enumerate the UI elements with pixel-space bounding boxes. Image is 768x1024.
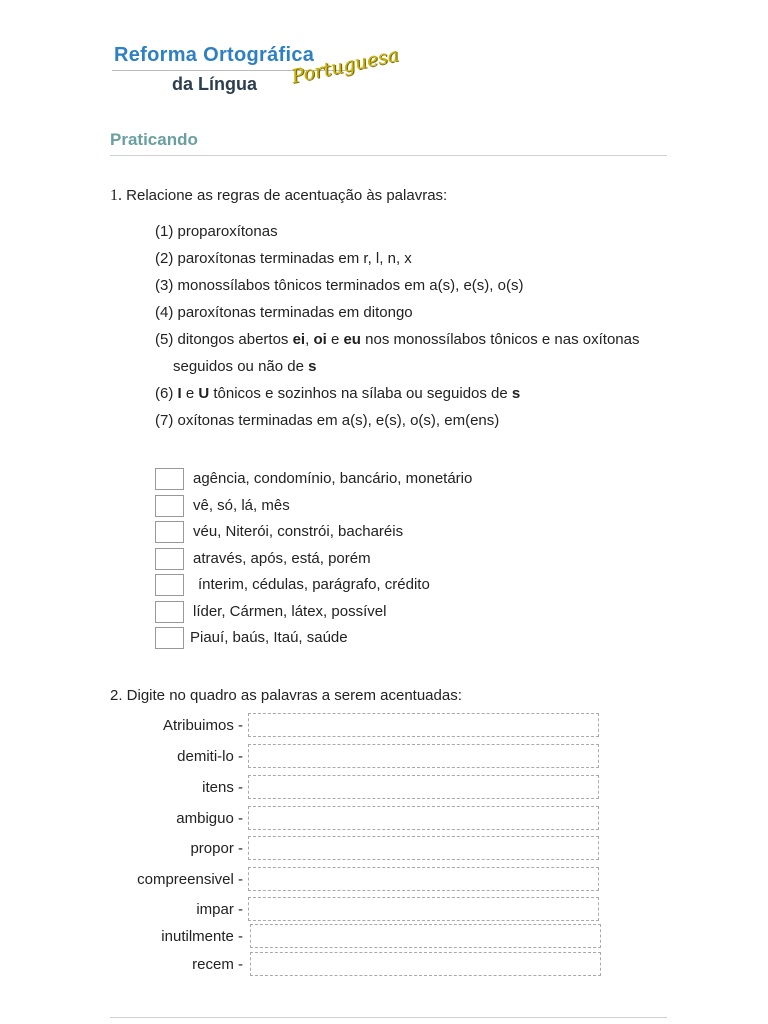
footer-divider — [110, 1017, 667, 1018]
answer-box[interactable] — [155, 495, 184, 517]
field-row — [0, 713, 768, 737]
word-input[interactable] — [250, 952, 601, 976]
logo-title: Reforma Ortográfica — [114, 44, 315, 66]
answer-box[interactable] — [155, 574, 184, 596]
word-group: véu, Niterói, constrói, bacharéis — [193, 523, 404, 540]
word-input[interactable] — [248, 836, 599, 860]
logo-script: Portuguesa — [289, 43, 401, 88]
rule-item: (3) monossílabos tônicos terminados em a(s), e(s), o(s) — [155, 277, 524, 294]
word-group: através, após, está, porém — [193, 549, 371, 567]
word-input[interactable] — [248, 713, 599, 737]
field-row — [0, 867, 768, 891]
answer-box[interactable] — [155, 521, 184, 543]
rule-item: (2) paroxítonas terminadas em r, l, n, x — [155, 250, 412, 267]
word-label: demiti-lo - — [177, 748, 243, 765]
section-title: Praticando — [110, 130, 198, 149]
logo — [112, 44, 442, 104]
field-row — [0, 775, 768, 799]
answer-box[interactable] — [155, 548, 184, 570]
word-label: impar - — [196, 901, 243, 918]
word-input[interactable] — [248, 775, 599, 799]
word-label: ambiguo - — [176, 810, 243, 827]
rule-item: (5) ditongos abertos ei, oi e eu nos monossílabos tônicos e nas oxítonas — [155, 331, 640, 348]
answer-box[interactable] — [155, 468, 184, 490]
word-input[interactable] — [250, 924, 601, 948]
word-label: recem - — [192, 956, 243, 973]
rule-item: (1) proparoxítonas — [155, 223, 278, 240]
field-row — [0, 836, 768, 860]
word-input[interactable] — [248, 897, 599, 921]
field-row — [0, 924, 768, 948]
word-group: Piauí, baús, Itaú, saúde — [190, 629, 348, 646]
field-row — [0, 806, 768, 830]
logo-subtitle: da Língua — [172, 74, 257, 94]
question-1 — [110, 187, 447, 205]
answer-box[interactable] — [155, 627, 184, 649]
field-row — [0, 897, 768, 921]
title-divider — [110, 155, 667, 156]
rule-item: (6) I e U tônicos e sozinhos na sílaba ou seguidos de s — [155, 385, 521, 402]
rule-item: (4) paroxítonas terminadas em ditongo — [155, 304, 413, 321]
word-label: compreensivel - — [137, 871, 243, 888]
field-row — [0, 952, 768, 976]
rule-item: (7) oxítonas terminadas em a(s), e(s), o(s), em(ens) — [155, 412, 500, 429]
word-label: itens - — [202, 779, 243, 796]
question-1-number: 1. — [110, 187, 122, 204]
word-label: Atribuimos - — [162, 717, 243, 734]
word-group: líder, Cármen, látex, possível — [193, 602, 387, 620]
rules-list — [155, 218, 639, 434]
word-label: propor - — [190, 840, 243, 857]
word-input[interactable] — [248, 867, 599, 891]
field-row — [0, 744, 768, 768]
word-group: agência, condomínio, bancário, monetário — [193, 470, 473, 487]
word-label: inutilmente - — [161, 928, 243, 945]
word-input[interactable] — [248, 806, 599, 830]
word-group: vê, só, lá, mês — [193, 496, 290, 514]
question-2-text: 2. Digite no quadro as palavras a serem acentuadas: — [110, 687, 462, 704]
answer-box[interactable] — [155, 601, 184, 623]
word-group: ínterim, cédulas, parágrafo, crédito — [198, 576, 430, 593]
rule-item-continuation: seguidos ou não de s — [173, 358, 317, 375]
question-1-text: Relacione as regras de acentuação às palavras: — [126, 187, 448, 204]
word-input[interactable] — [248, 744, 599, 768]
